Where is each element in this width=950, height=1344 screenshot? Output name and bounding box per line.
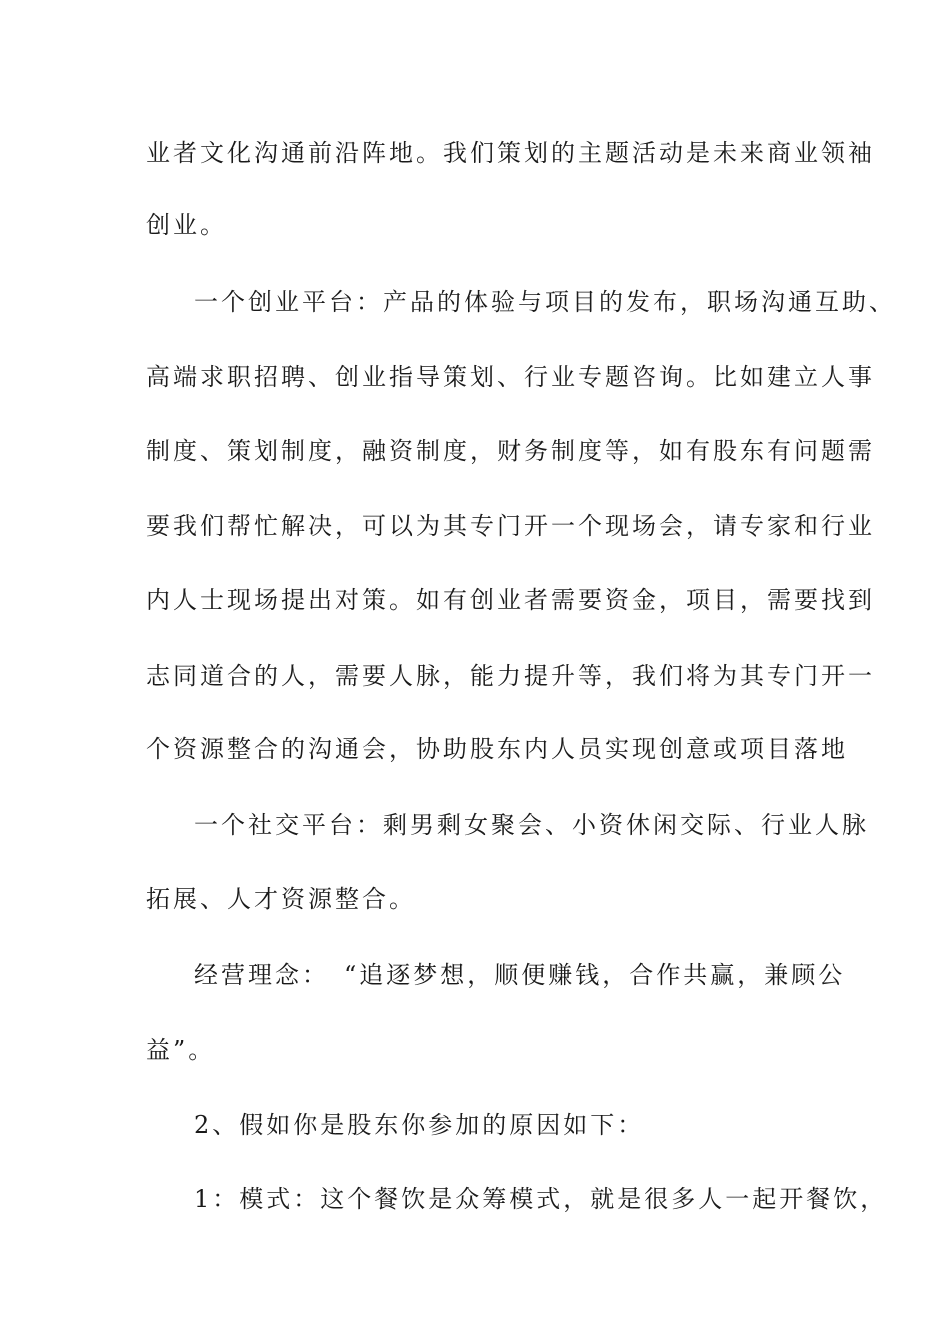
paragraph-line-11: 拓展、人才资源整合。 [146, 885, 416, 913]
paragraph-line-10: 一个社交平台：剩男剩女聚会、小资休闲交际、行业人脉 [194, 811, 869, 839]
paragraph-line-6: 要我们帮忙解决，可以为其专门开一个现场会，请专家和行业 [146, 512, 875, 540]
paragraph-line-12: 经营理念： “追逐梦想，顺便赚钱，合作共赢，兼顾公 [194, 961, 846, 989]
paragraph-line-9: 个资源整合的沟通会，协助股东内人员实现创意或项目落地 [146, 735, 848, 763]
paragraph-line-13: 益”。 [146, 1036, 216, 1064]
paragraph-line-2: 创业。 [146, 211, 227, 239]
paragraph-line-8: 志同道合的人，需要人脉，能力提升等，我们将为其专门开一 [146, 662, 875, 690]
paragraph-line-1: 业者文化沟通前沿阵地。我们策划的主题活动是未来商业领袖 [146, 139, 875, 167]
paragraph-line-5: 制度、策划制度，融资制度，财务制度等，如有股东有问题需 [146, 437, 875, 465]
paragraph-line-7: 内人士现场提出对策。如有创业者需要资金，项目，需要找到 [146, 586, 875, 614]
paragraph-line-4: 高端求职招聘、创业指导策划、行业专题咨询。比如建立人事 [146, 363, 875, 391]
paragraph-line-14: 2、假如你是股东你参加的原因如下： [194, 1111, 645, 1139]
paragraph-line-15: 1：模式：这个餐饮是众筹模式，就是很多人一起开餐饮， [194, 1185, 888, 1213]
paragraph-line-3: 一个创业平台：产品的体验与项目的发布，职场沟通互助、 [194, 288, 896, 316]
